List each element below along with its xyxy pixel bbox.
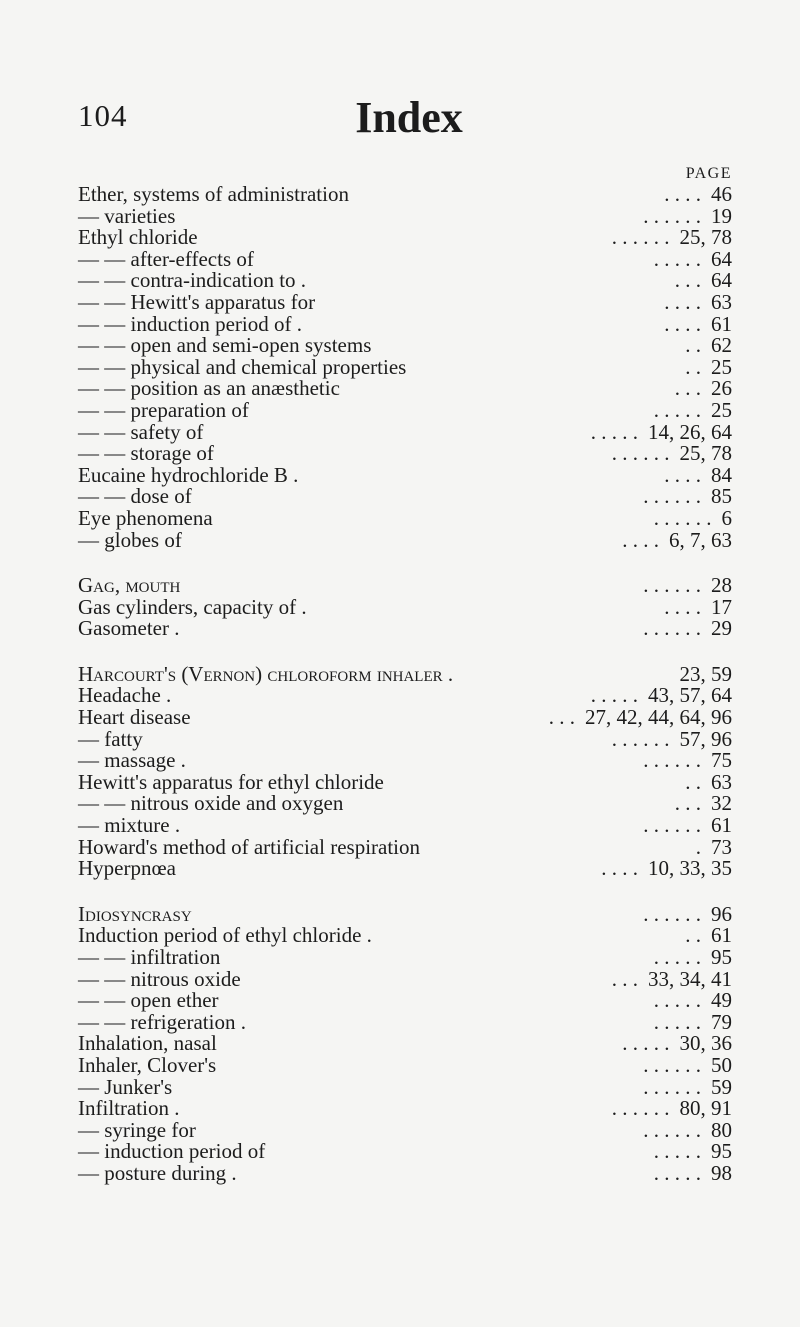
index-entry: [78, 769, 732, 794]
dot-leader: . .: [685, 354, 701, 379]
page-header: [78, 93, 740, 142]
index-term: — — safety of: [78, 419, 204, 444]
dot-leader: . .: [685, 923, 701, 948]
index-page-refs: 50: [711, 1052, 732, 1077]
dot-leader: . . . . . .: [611, 441, 670, 466]
dot-leader: . . .: [674, 791, 701, 816]
dot-leader: . . . . .: [590, 419, 638, 444]
dot-leader: . . .: [611, 966, 638, 991]
index-entry: [78, 378, 732, 400]
index-term: — — contra-indication to .: [78, 268, 307, 293]
index-term: — — position as an anæsthetic: [78, 376, 340, 401]
dot-leader: . . . . . .: [643, 616, 701, 641]
index-term: — — open ether: [78, 988, 219, 1013]
index-entry: [78, 750, 732, 772]
index-entry: [78, 707, 732, 729]
dot-leader: . .: [685, 333, 701, 358]
dot-leader: . . . . . .: [611, 1096, 670, 1121]
index-page-refs: 95: [711, 1139, 732, 1164]
index-page-refs: 85: [711, 484, 732, 509]
index-term: Harcourt's (Vernon) chloroform inhaler .: [78, 661, 454, 686]
index-entry: [78, 1098, 732, 1120]
dot-leader: . . . . .: [653, 1139, 701, 1164]
index-page-refs: 6, 7, 63: [669, 527, 732, 552]
index-page-refs: 46: [711, 182, 732, 206]
dot-leader: . . . . . .: [653, 505, 712, 530]
index-term: — — induction period of .: [78, 311, 302, 336]
dot-leader: . . . . . .: [643, 748, 701, 773]
index-term: Headache .: [78, 683, 172, 708]
index-entry: [78, 575, 732, 597]
dot-leader: . . . . . .: [643, 1074, 701, 1099]
index-entry: [78, 527, 732, 552]
index-term: — Junker's: [78, 1074, 173, 1099]
index-entry: [78, 184, 732, 206]
dot-leader: . .: [685, 769, 701, 794]
index-page-refs: 25, 78: [679, 225, 732, 250]
index-page-refs: 64: [711, 268, 732, 293]
index-entry: [78, 947, 732, 969]
index-page-refs: 84: [711, 462, 732, 487]
index-term: — globes of: [78, 527, 182, 552]
index-term: Hewitt's apparatus for ethyl chloride: [78, 769, 384, 794]
index-page-refs: 27, 42, 44, 64, 96: [585, 705, 732, 730]
index-term: — mixture .: [78, 813, 181, 838]
index-page-refs: 26: [711, 376, 732, 401]
index-term: — — dose of: [78, 484, 192, 509]
index-page-refs: 6: [721, 505, 732, 530]
index-page-refs: 79: [711, 1009, 732, 1034]
index-term: Ethyl chloride: [78, 225, 198, 250]
index-term: — syringe for: [78, 1117, 196, 1142]
index-entry: [78, 227, 732, 249]
index-page-refs: 33, 34, 41: [648, 966, 732, 991]
index-entry: [78, 311, 732, 336]
index-term: — — Hewitt's apparatus for: [78, 289, 316, 314]
index-entry: [78, 858, 732, 880]
index-section: [78, 901, 732, 1185]
index-entry: [78, 1141, 732, 1163]
index-entry: [78, 270, 732, 292]
index-term: — fatty: [78, 726, 143, 751]
index-page-refs: 10, 33, 35: [648, 856, 732, 881]
index-entry: [78, 419, 732, 444]
index-entry: [78, 726, 732, 751]
dot-leader: . . . .: [664, 182, 701, 206]
index-page-refs: 80: [711, 1117, 732, 1142]
index-entry: [78, 505, 732, 530]
dot-leader: . . . . .: [590, 683, 638, 708]
index-term: Hyperpnœa: [78, 856, 176, 881]
dot-leader: . . . . . .: [643, 1117, 701, 1142]
dot-leader: . . . . .: [622, 1031, 670, 1056]
dot-leader: . . . .: [664, 311, 701, 336]
dot-leader: . . . . . .: [643, 573, 701, 598]
index-entry: [78, 1160, 732, 1185]
index-entry: [78, 462, 732, 487]
index-term: — — infiltration: [78, 945, 221, 969]
dot-leader: . . . . .: [653, 988, 701, 1013]
index-page-refs: 32: [711, 791, 732, 816]
index-entry: [78, 834, 732, 859]
index-term: — — preparation of: [78, 397, 249, 422]
dot-leader: . . . . .: [653, 397, 701, 422]
index-entry: [78, 1052, 732, 1077]
dot-leader: . . . .: [664, 462, 701, 487]
index-page-refs: 96: [711, 901, 732, 926]
index-term: Inhalation, nasal: [78, 1031, 217, 1056]
index-term: Ether, systems of administration: [78, 182, 349, 206]
dot-leader: . . . . .: [653, 1009, 701, 1034]
index-entry: [78, 443, 732, 465]
index-term: Heart disease: [78, 705, 191, 730]
index-page-refs: 25, 78: [679, 441, 732, 466]
index-page-refs: 61: [711, 813, 732, 838]
index-term: — — storage of: [78, 441, 214, 466]
index-page-refs: 30, 36: [679, 1031, 732, 1056]
index-term: — varieties: [78, 203, 176, 228]
index-term: Inhaler, Clover's: [78, 1052, 217, 1077]
index-page-refs: 23, 59: [679, 661, 732, 686]
index-entry: [78, 966, 732, 991]
index-term: — — nitrous oxide: [78, 966, 241, 991]
dot-leader: . . . .: [622, 527, 659, 552]
dot-leader: . . . . . .: [611, 726, 670, 751]
index-page-refs: 25: [711, 354, 732, 379]
page-number: 104: [78, 98, 128, 133]
index-page-refs: 29: [711, 616, 732, 641]
dot-leader: . . . . . .: [643, 1052, 701, 1077]
dot-leader: . . .: [548, 705, 575, 730]
dot-leader: .: [695, 834, 701, 859]
dot-leader: . . . . . .: [643, 203, 701, 228]
index-page-refs: 17: [711, 594, 732, 619]
index-term: Infiltration .: [78, 1096, 180, 1121]
index-entry: [78, 815, 732, 837]
dot-leader: . . . . . .: [643, 813, 701, 838]
index-page-refs: 63: [711, 289, 732, 314]
index-page-refs: 61: [711, 311, 732, 336]
index-entry: [78, 289, 732, 314]
index-term: Eucaine hydrochloride B .: [78, 462, 299, 487]
dot-leader: . . . . . .: [643, 484, 701, 509]
index-term: — — after-effects of: [78, 246, 254, 271]
index-page-refs: 14, 26, 64: [648, 419, 732, 444]
index-term: Gas cylinders, capacity of .: [78, 594, 307, 619]
index-term: — massage .: [78, 748, 186, 773]
dot-leader: . . . .: [664, 289, 701, 314]
index-entry: [78, 397, 732, 422]
index-page-refs: 64: [711, 246, 732, 271]
index-entry: [78, 793, 732, 815]
index-page-refs: 62: [711, 333, 732, 358]
index-entry: [78, 661, 732, 686]
index-page-refs: 73: [711, 834, 732, 859]
index-entry: [78, 1117, 732, 1142]
dot-leader: . . . . . .: [611, 225, 670, 250]
index-page-refs: 25: [711, 397, 732, 422]
dot-leader: . . .: [674, 376, 701, 401]
dot-leader: . . .: [674, 268, 701, 293]
index-term: — — refrigeration .: [78, 1009, 246, 1034]
dot-leader: . . . . .: [653, 246, 701, 271]
dot-leader: . . . .: [664, 594, 701, 619]
index-page-refs: 28: [711, 573, 732, 598]
index-page-refs: 57, 96: [679, 726, 732, 751]
index-page-refs: 80, 91: [679, 1096, 732, 1121]
index-term: — posture during .: [78, 1160, 237, 1185]
index-term: — — open and semi-open systems: [78, 333, 372, 358]
index-entry: [78, 990, 732, 1012]
index-term: Howard's method of artificial respiration: [78, 834, 421, 859]
index-term: — — physical and chemical properties: [78, 354, 407, 379]
index-term: Gasometer .: [78, 616, 180, 641]
index-term: — — nitrous oxide and oxygen: [78, 791, 344, 816]
dot-leader: . . . . .: [653, 1160, 701, 1185]
index-entry: [78, 594, 732, 619]
index-entry: [78, 1074, 732, 1099]
index-entry: [78, 203, 732, 228]
index-entry: [78, 354, 732, 379]
index-page-refs: 98: [711, 1160, 732, 1185]
index-entry: [78, 901, 732, 926]
index-entry: [78, 1009, 732, 1034]
index-entry: [78, 925, 732, 947]
index-entry: [78, 246, 732, 271]
index-term: — induction period of: [78, 1139, 266, 1164]
index-page-refs: 59: [711, 1074, 732, 1099]
index-entry: [78, 1033, 732, 1055]
index-page-refs: 75: [711, 748, 732, 773]
index-page-refs: 95: [711, 945, 732, 969]
page-title: Index: [355, 93, 463, 142]
index-term: Idiosyncrasy: [78, 901, 192, 926]
index-section: [78, 661, 732, 881]
index-entry: [78, 618, 732, 640]
index-page-refs: 49: [711, 988, 732, 1013]
index-page-refs: 43, 57, 64: [648, 683, 732, 708]
dot-leader: . . . . . .: [643, 901, 701, 926]
index-term: Eye phenomena: [78, 505, 213, 530]
index-entry: [78, 335, 732, 357]
index-term: Gag, mouth: [78, 573, 181, 598]
index-page-refs: 19: [711, 203, 732, 228]
dot-leader: . . . .: [601, 856, 638, 881]
index-term: Induction period of ethyl chloride .: [78, 923, 372, 948]
dot-leader: . . . . .: [653, 945, 701, 969]
page-column-heading: PAGE: [685, 165, 732, 182]
index-page-refs: 61: [711, 923, 732, 948]
index-section: [78, 575, 732, 640]
index-list: [78, 184, 732, 1209]
index-entry: [78, 685, 732, 707]
index-section: [78, 184, 732, 551]
index-entry: [78, 486, 732, 508]
index-page-refs: 63: [711, 769, 732, 794]
